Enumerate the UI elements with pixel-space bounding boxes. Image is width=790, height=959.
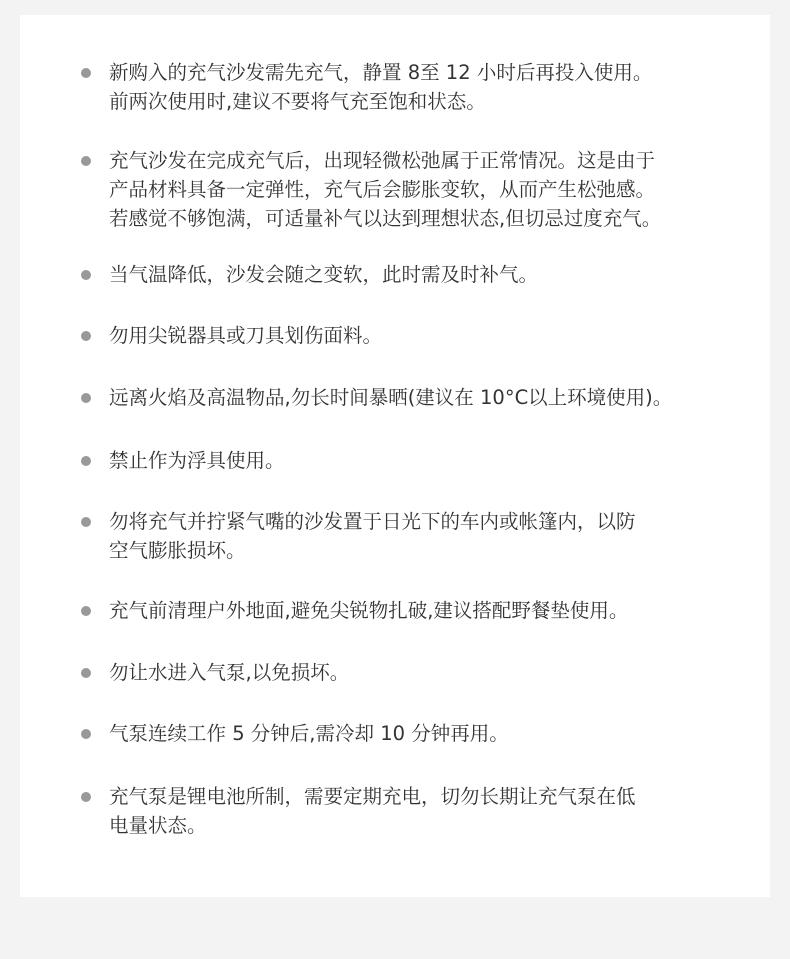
note-text: 充气泵是锂电池所制，需要定期充电，切勿长期让充气泵在低 电量状态。 — [109, 785, 636, 837]
bullet-dot — [81, 270, 91, 280]
bullet-dot — [81, 606, 91, 616]
bullet-dot — [81, 68, 91, 78]
bullet-dot — [81, 156, 91, 166]
note-text: 勿让水进入气泵,以免损坏。 — [109, 661, 350, 684]
bullet-dot — [81, 517, 91, 527]
bullet-dot — [81, 668, 91, 678]
note-text: 充气沙发在完成充气后，出现轻微松弛属于正常情况。这是由于 产品材料具备一定弹性，充气后会膨胀变软，从而产生松弛感。 若感觉不够饱满，可适量补气以达到理想状态,但切忌过度充气。 — [109, 149, 662, 230]
bullet-dot — [81, 792, 91, 802]
note-text: 气泵连续工作 5 分钟后,需冷却 10 分钟再用。 — [109, 722, 509, 745]
note-text: 当气温降低，沙发会随之变软，此时需及时补气。 — [109, 263, 539, 286]
notes-card — [20, 15, 770, 897]
note-text: 禁止作为浮具使用。 — [109, 449, 285, 472]
note-text: 勿用尖锐器具或刀具划伤面料。 — [109, 324, 383, 347]
bullet-dot — [81, 456, 91, 466]
note-text: 充气前清理户外地面,避免尖锐物扎破,建议搭配野餐垫使用。 — [109, 599, 629, 622]
note-text: 新购入的充气沙发需先充气，静置 8至 12 小时后再投入使用。 前两次使用时,建议不要将气充至饱和状态。 — [109, 61, 653, 113]
bullet-dot — [81, 729, 91, 739]
bullet-dot — [81, 393, 91, 403]
note-text: 勿将充气并拧紧气嘴的沙发置于日光下的车内或帐篷内，以防 空气膨胀损坏。 — [109, 510, 636, 562]
bullet-dot — [81, 331, 91, 341]
note-text: 远离火焰及高温物品,勿长时间暴晒(建议在 10°C以上环境使用)。 — [109, 386, 673, 409]
